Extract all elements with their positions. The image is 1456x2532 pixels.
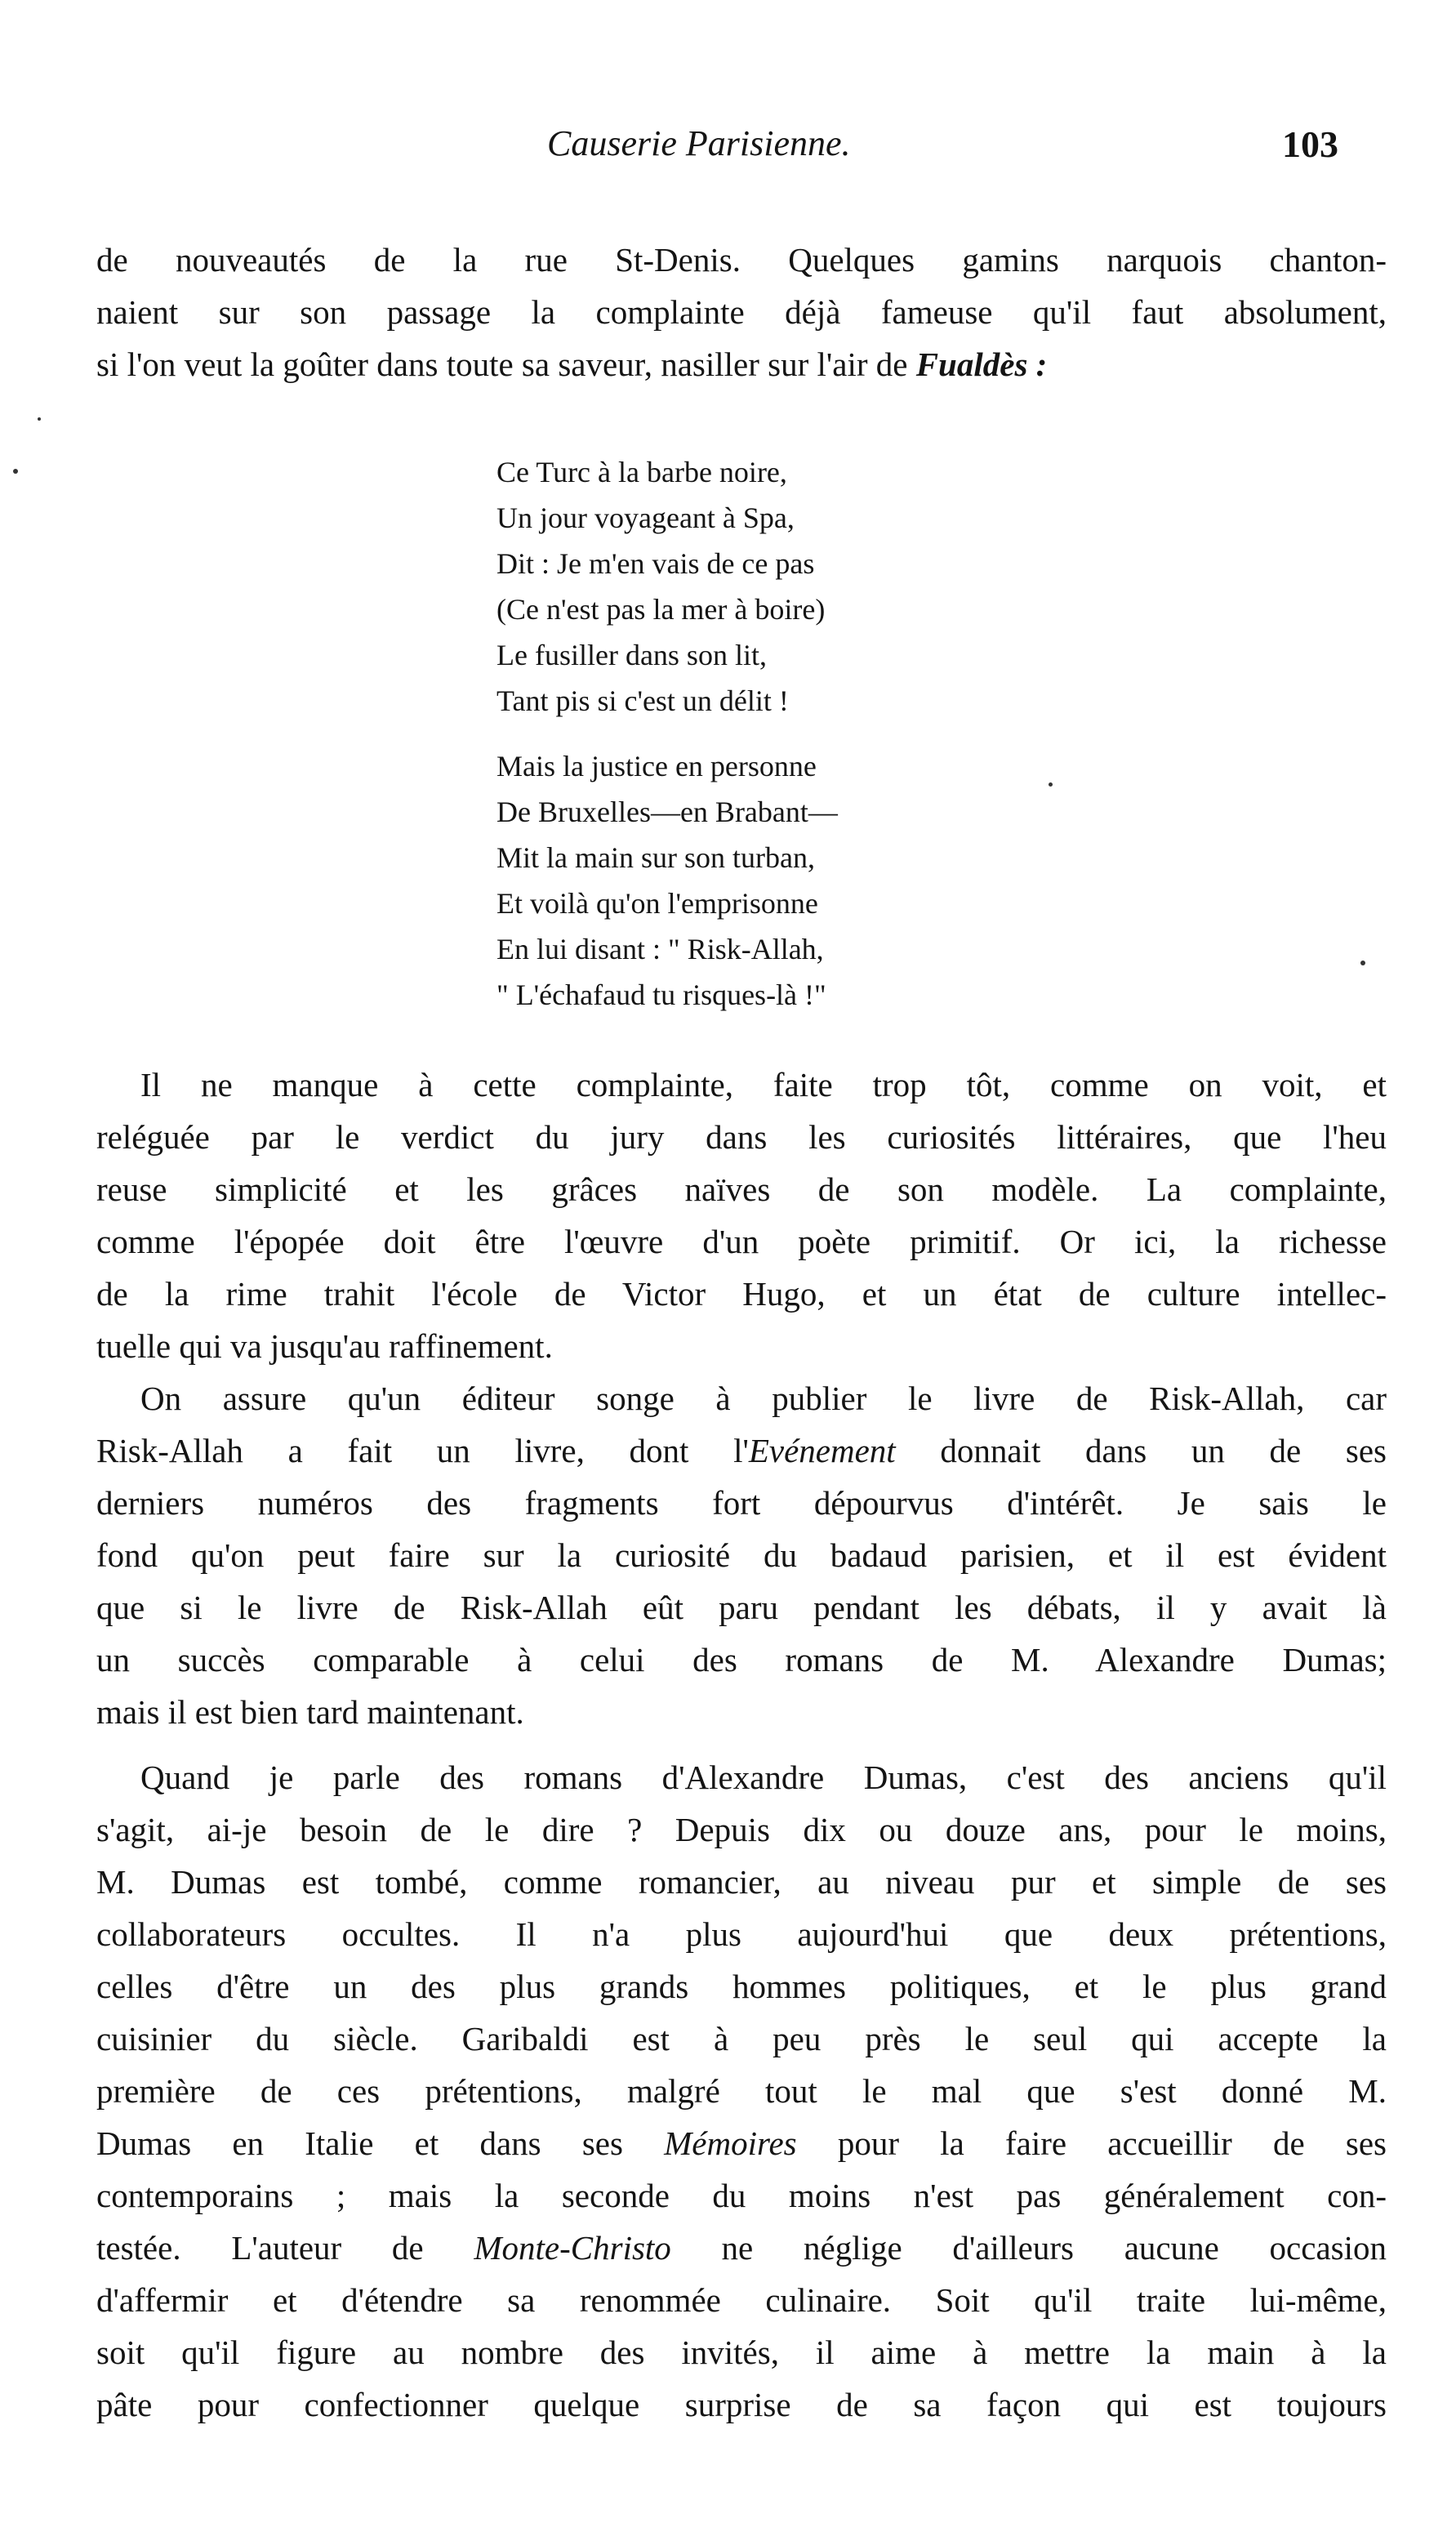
ink-speck xyxy=(13,469,18,474)
text-line: Quand je parle des romans d'Alexandre Dumas, c'est des anciens qu'il xyxy=(140,1759,1387,1796)
running-title: Causerie Parisienne. xyxy=(547,123,851,163)
text-line: collaborateurs occultes. Il n'a plus aujourd'hui que deux prétentions, xyxy=(96,1915,1387,1953)
page-number: 103 xyxy=(1282,123,1338,165)
text-line: mais il est bien tard maintenant. xyxy=(96,1693,524,1731)
book-title: Monte-Christo xyxy=(474,2229,671,2267)
tune-name: Fualdès : xyxy=(915,345,1048,383)
body-paragraphs-2 xyxy=(96,1751,1387,2431)
page-header xyxy=(0,123,1456,172)
text-segment: pour la faire accueillir de ses xyxy=(796,2124,1387,2162)
text-line: M. Dumas est tombé, comme romancier, au niveau pur et simple de ses xyxy=(96,1863,1387,1901)
body-paragraphs-1 xyxy=(96,1059,1387,1738)
poem-line: Mit la main sur son turban, xyxy=(496,841,815,874)
text-line: derniers numéros des fragments fort dépourvus d'intérêt. Je sais le xyxy=(96,1484,1387,1522)
text-line: première de ces prétentions, malgré tout le mal que s'est donné M. xyxy=(96,2072,1387,2110)
poem-line: Mais la justice en personne xyxy=(496,750,817,782)
poem-line: Et voilà qu'on l'emprisonne xyxy=(496,887,818,920)
text-line: de nouveautés de la rue St-Denis. Quelques gamins narquois chanton- xyxy=(96,241,1387,279)
text-line: fond qu'on peut faire sur la curiosité du badaud parisien, et il est évident xyxy=(96,1536,1387,1574)
poem-stanza-2 xyxy=(496,743,1068,1018)
poem-stanza-1 xyxy=(496,449,1068,724)
ink-speck xyxy=(1360,961,1365,965)
text-line: contemporains ; mais la seconde du moins n'est pas généralement con- xyxy=(96,2177,1387,2214)
text-line: reléguée par le verdict du jury dans les curiosités littéraires, que l'heu xyxy=(96,1118,1387,1156)
text-line: un succès comparable à celui des romans de M. Alexandre Dumas; xyxy=(96,1641,1387,1678)
periodical-title: Evénement xyxy=(748,1432,896,1469)
poem-line: Un jour voyageant à Spa, xyxy=(496,501,795,534)
poem-line: (Ce n'est pas la mer à boire) xyxy=(496,593,826,626)
book-title: Mémoires xyxy=(664,2124,797,2162)
text-line: tuelle qui va jusqu'au raffinement. xyxy=(96,1327,553,1365)
text-line: reuse simplicité et les grâces naïves de son modèle. La complainte, xyxy=(96,1170,1387,1208)
text-line xyxy=(96,338,1387,390)
poem-line: Tant pis si c'est un délit ! xyxy=(496,684,789,717)
poem-line: Le fusiller dans son lit, xyxy=(496,639,767,671)
text-line: On assure qu'un éditeur songe à publier le livre de Risk-Allah, car xyxy=(140,1380,1387,1417)
text-line: que si le livre de Risk-Allah eût paru pendant les débats, il y avait là xyxy=(96,1589,1387,1626)
poem-line: Dit : Je m'en vais de ce pas xyxy=(496,547,815,580)
text-segment: Risk-Allah a fait un livre, dont l' xyxy=(96,1432,749,1469)
text-line: Il ne manque à cette complainte, faite trop tôt, comme on voit, et xyxy=(140,1066,1387,1103)
ink-speck xyxy=(38,417,41,421)
text-line: de la rime trahit l'école de Victor Hugo, et un état de culture intellec- xyxy=(96,1275,1387,1313)
text-line-content: si l'on veut la goûter dans toute sa saveur, nasiller sur l'air de xyxy=(96,345,908,383)
text-line xyxy=(96,2222,1387,2274)
ink-speck xyxy=(1049,782,1053,787)
poem-line: " L'échafaud tu risques-là !" xyxy=(496,978,826,1011)
text-line: d'affermir et d'étendre sa renommée culinaire. Soit qu'il traite lui-même, xyxy=(96,2281,1387,2319)
text-line: cuisinier du siècle. Garibaldi est à peu près le seul qui accepte la xyxy=(96,2020,1387,2057)
text-line: celles d'être un des plus grands hommes politiques, et le plus grand xyxy=(96,1968,1387,2005)
text-line xyxy=(96,1424,1387,1477)
text-line: pâte pour confectionner quelque surprise de sa façon qui est toujours xyxy=(96,2386,1387,2423)
text-line: naient sur son passage la complainte déjà fameuse qu'il faut absolument, xyxy=(96,293,1387,331)
poem-line: Ce Turc à la barbe noire, xyxy=(496,456,787,488)
text-segment: Dumas en Italie et dans ses xyxy=(96,2124,665,2162)
poem-line: De Bruxelles—en Brabant— xyxy=(496,796,838,828)
poem-line: En lui disant : " Risk-Allah, xyxy=(496,933,824,965)
text-segment: testée. L'auteur de xyxy=(96,2229,474,2267)
text-line: s'agit, ai-je besoin de le dire ? Depuis dix ou douze ans, pour le moins, xyxy=(96,1811,1387,1848)
text-segment: ne néglige d'ailleurs aucune occasion xyxy=(670,2229,1387,2267)
text-line: soit qu'il figure au nombre des invités, il aime à mettre la main à la xyxy=(96,2334,1387,2371)
text-line: comme l'épopée doit être l'œuvre d'un poète primitif. Or ici, la richesse xyxy=(96,1223,1387,1260)
intro-paragraph xyxy=(96,234,1387,390)
text-line xyxy=(96,2117,1387,2169)
text-segment: donnait dans un de ses xyxy=(895,1432,1387,1469)
